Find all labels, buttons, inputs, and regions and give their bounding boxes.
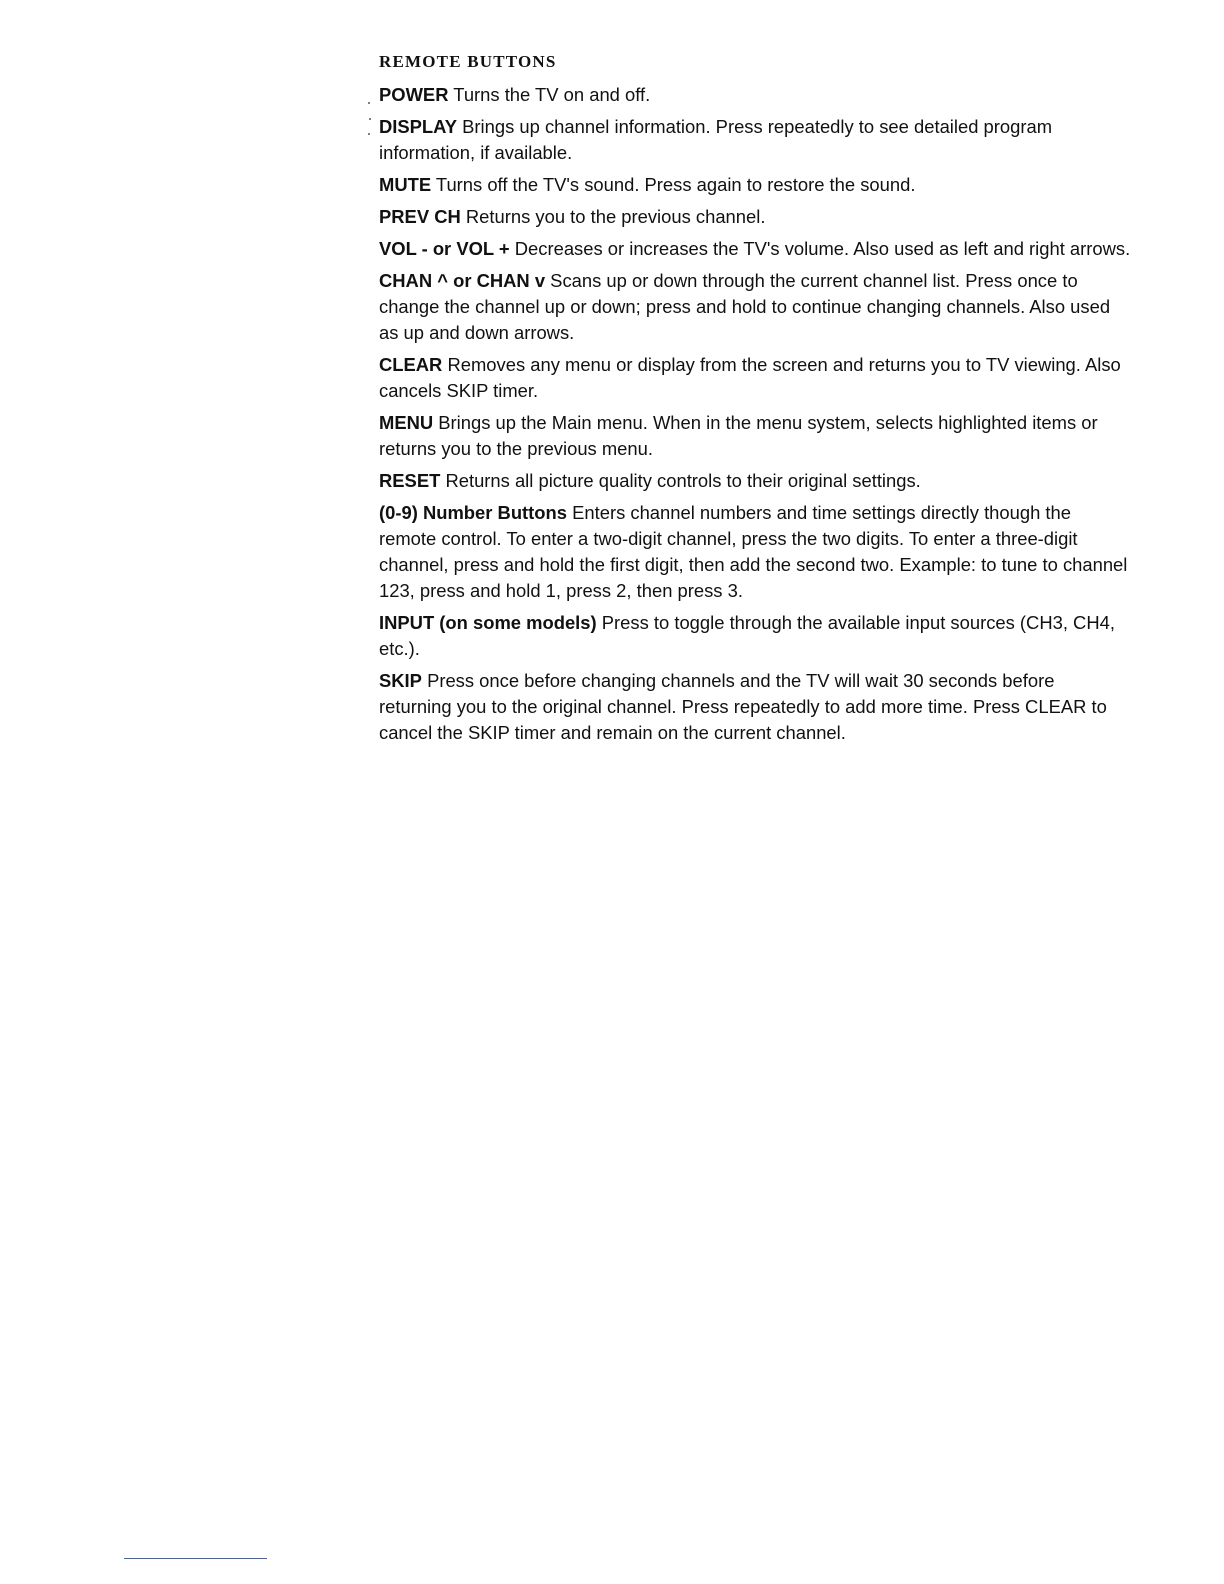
entry-description: Decreases or increases the TV's volume. Also used as left and right arrows. (514, 238, 1131, 259)
entry-description: Turns off the TV's sound. Press again to restore the sound. (435, 174, 916, 195)
entry-display (379, 114, 1131, 166)
section-heading: REMOTE BUTTONS (379, 52, 557, 71)
entry-term: MUTE (379, 174, 432, 195)
entry-number-buttons (379, 500, 1131, 604)
entry-description: Scans up or down through the current channel list. Press once to change the channel up or down; press and hold to continue changing channels. Also used as up and down arrows. (379, 270, 1111, 343)
entry-description: Turns the TV on and off. (453, 84, 651, 105)
footer-rule (124, 1558, 267, 1559)
scan-speck (368, 133, 370, 135)
entry-description: Press to toggle through the available input sources (CH3, CH4, etc.). (379, 612, 1115, 659)
scan-speck (369, 118, 371, 120)
entry-term: (0-9) Number Buttons (379, 502, 567, 523)
entry-skip (379, 668, 1131, 746)
entry-vol (379, 236, 1131, 262)
entry-prev-ch (379, 204, 1131, 230)
entry-description: Press once before changing channels and the TV will wait 30 seconds before returning you to the original channel. Press repeatedly to add more time. Press CLEAR to cancel the SKIP timer and remain on the current channel. (379, 670, 1107, 743)
entry-term: CHAN ^ or CHAN v (379, 270, 546, 291)
entry-term: POWER (379, 84, 449, 105)
entry-description: Brings up channel information. Press repeatedly to see detailed program information, if available. (379, 116, 1053, 163)
entry-term: INPUT (on some models) (379, 612, 597, 633)
entry-power (379, 82, 1131, 108)
entry-term: RESET (379, 470, 441, 491)
entry-description: Enters channel numbers and time settings directly though the remote control. To enter a two-digit channel, press the two digits. To enter a three-digit channel, press and hold the first digit, then add the second two. Example: to tune to channel 123, press and hold 1, press 2, then press 3. (379, 502, 1128, 601)
entry-term: SKIP (379, 670, 422, 691)
entry-term: PREV CH (379, 206, 461, 227)
entry-term: MENU (379, 412, 434, 433)
entry-menu (379, 410, 1131, 462)
entry-description: Removes any menu or display from the screen and returns you to TV viewing. Also cancels SKIP timer. (379, 354, 1121, 401)
entry-input (379, 610, 1131, 662)
scan-speck (368, 102, 370, 104)
entry-reset (379, 468, 1131, 494)
entry-description: Returns you to the previous channel. (465, 206, 766, 227)
page-content (379, 52, 1131, 752)
entry-chan (379, 268, 1131, 346)
entry-mute (379, 172, 1131, 198)
entry-clear (379, 352, 1131, 404)
entry-term: DISPLAY (379, 116, 458, 137)
entry-description: Brings up the Main menu. When in the menu system, selects highlighted items or returns you to the previous menu. (379, 412, 1098, 459)
entry-term: VOL - or VOL + (379, 238, 510, 259)
entry-description: Returns all picture quality controls to their original settings. (445, 470, 921, 491)
entry-term: CLEAR (379, 354, 443, 375)
